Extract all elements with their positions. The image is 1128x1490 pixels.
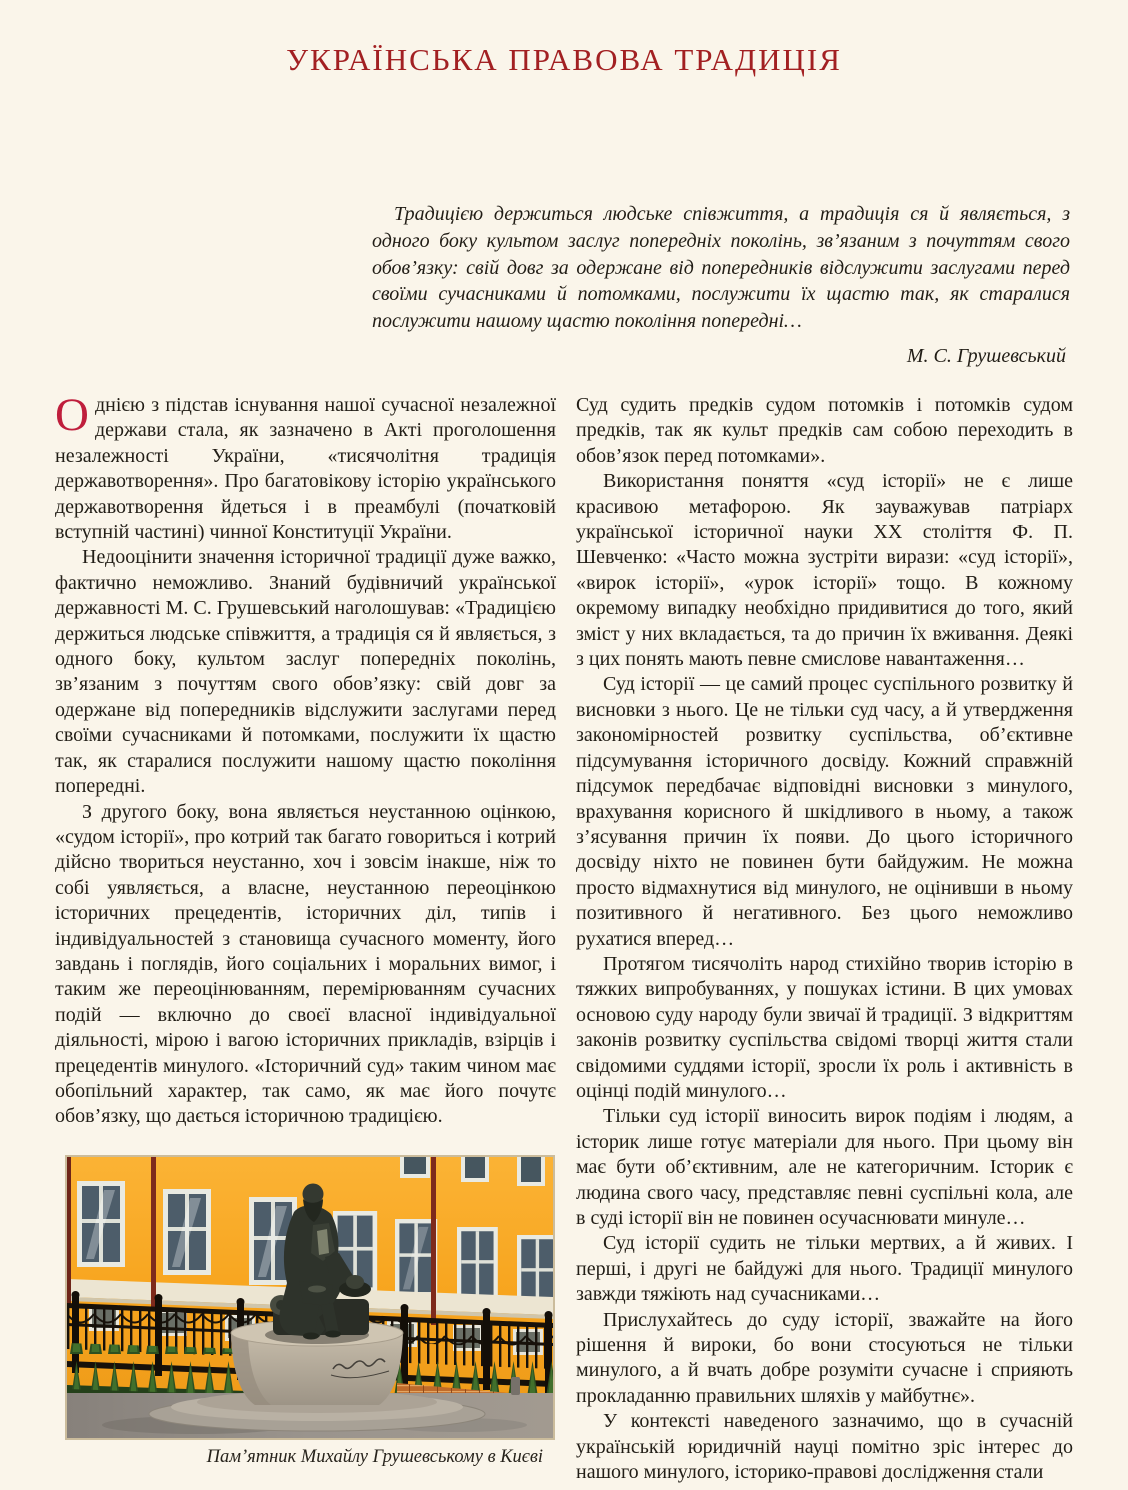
monument-photo-illustration xyxy=(67,1157,553,1438)
paragraph: Протягом тисячоліть народ стихійно творив історію в тяжких випробуваннях, у пошуках істини. В цих умовах основою суду народу були звичаї й традиції. З відкриттям законів розвитку суспільства свідомі творці життя стали свідомими суддями історії, зросли їх роль і активність в оцінці подій минулого… xyxy=(576,952,1073,1102)
epigraph-text: Традицією держиться людське співжиття, а традиція ся й являється, з одного боку культом заслуг попередніх поколінь, зв’язаним з почуттям свого обов’язку: свій довг за одержане від попередників відслужити заслугами перед своїми сучасниками й потомками, послужити їх щастю так, як старалися послужити нашому щастю покоління попередні… xyxy=(372,203,1070,333)
paragraph: Суд історії судить не тільки мертвих, а й живих. І перші, і другі не байдужі для нього. Традиції минулого завжди тяжіють над сучасниками… xyxy=(576,1232,1073,1306)
figure-caption: Пам’ятник Михайлу Грушевському в Києві xyxy=(206,1447,543,1467)
drop-cap: О xyxy=(55,393,89,441)
bollard xyxy=(511,1377,520,1395)
paragraph: Прислухайтесь до суду історії, зважайте на його рішення й вироки, бо вони стосуються не тільки минулого, а й вчать добре розуміти сучасне і сприяють прокладанню правильних шляхів у майбутнє». xyxy=(576,1308,1073,1407)
paragraph: Використання поняття «суд історії» не є лише красивою метафорою. Як зауважував патріарх української історичної науки XX століття Ф. П. Шевченко: «Часто можна зустріти вирази: «суд історії», «вирок історії», «урок історії» тощо. В кожному окремому випадку необхідно придивитися до того, який зміст у них вкладається, та до причин їх вживання. Деякі з цих понять мають певне смислове навантаження… xyxy=(576,470,1073,671)
epigraph-author: М. С. Грушевський xyxy=(906,344,1066,367)
paragraph: Суд судить предків судом потомків і потомків судом предків, так як культ предків сам собою переходить в обов’язок перед потомками». xyxy=(576,394,1073,467)
page-title: УКРАЇНСЬКА ПРАВОВА ТРАДИЦІЯ xyxy=(286,42,842,77)
monument-photo xyxy=(65,1155,555,1440)
paragraph: З другого боку, вона являється неустанною оцінкою, «судом історії», про котрий так багато говориться і котрий дійсно твориться неустанно, хоч і зовсім інакше, ніж то собі уявляється, а власне, неустанною переоцінкою історичних прецедентів, історичних діл, типів і індивідуальностей з становища сучасного моменту, його завдань і поглядів, його соціальних і моральних вимог, і таким же переоцінюванням, перемірюванням сучасних подій — включно до своєї власної індивідуальної діяльності, мірою і вагою історичних прикладів, взірців і прецедентів минулого. «Історичний суд» таким чином має обопільний характер, так само, як має його почутє обов’язку, що дається історичною традицією. xyxy=(55,800,556,1128)
paragraph-text: днією з підстав існування нашої сучасної незалежної держави стала, як зазначено в Акті проголошення незалежності України, «тисячолітня традиція державотворення». Про багатовікову історію українського державотворення йдеться і в преамбулі (початковій вступній частині) чинної Конституції України. xyxy=(55,394,556,544)
paragraph: Недооцінити значення історичної традиції дуже важко, фактично неможливо. Знаний будівничий української державності М. С. Грушевський наголошував: «Традицією держиться людське співжиття, а традиція ся й являється, з одного боку, культом заслуг попередніх поколінь, зв’язаним з почуттям свого обов’язку: свій довг за одержане від попередників відслужити заслугами перед своїми сучасниками й потомками, послужити їх щастю так, як старалися послужити нашому щастю покоління попередні. xyxy=(55,546,556,798)
column-right xyxy=(576,393,1073,1487)
paragraph: Суд історії — це самий процес суспільного розвитку й висновки з нього. Це не тільки суд часу, а й утвердження закономірностей розвитку суспільства, об’єктивне підсумування історичного досвіду. Кожний справжній підсумок передбачає відповідні висновки з минулого, врахування корисного й шкідливого в ньому, а також з’ясування причин їх появи. До цього історичного досвіду ніхто не повинен бути байдужим. Не можна просто відмахнутися від минулого, не оцінивши в ньому позитивного й негативного. Без цього неможливо рухатися вперед… xyxy=(576,673,1073,950)
paragraph: У контексті наведеного зазначимо, що в сучасній українській юридичній науці помітно зріс інтерес до нашого минулого, історико-правові дослідження стали xyxy=(576,1410,1073,1484)
paragraph: Тільки суд історії виносить вирок подіям і людям, а історик лише готує матеріали для нього. При цьому він має бути об’єктивним, але не категоричним. Історик є людина свого часу, представляє певні суспільні кола, але в суді історії він не повинен осучаснювати минуле… xyxy=(576,1105,1073,1229)
monument-figure xyxy=(65,1155,555,1468)
epigraph xyxy=(372,201,1070,370)
paragraph xyxy=(55,393,556,545)
